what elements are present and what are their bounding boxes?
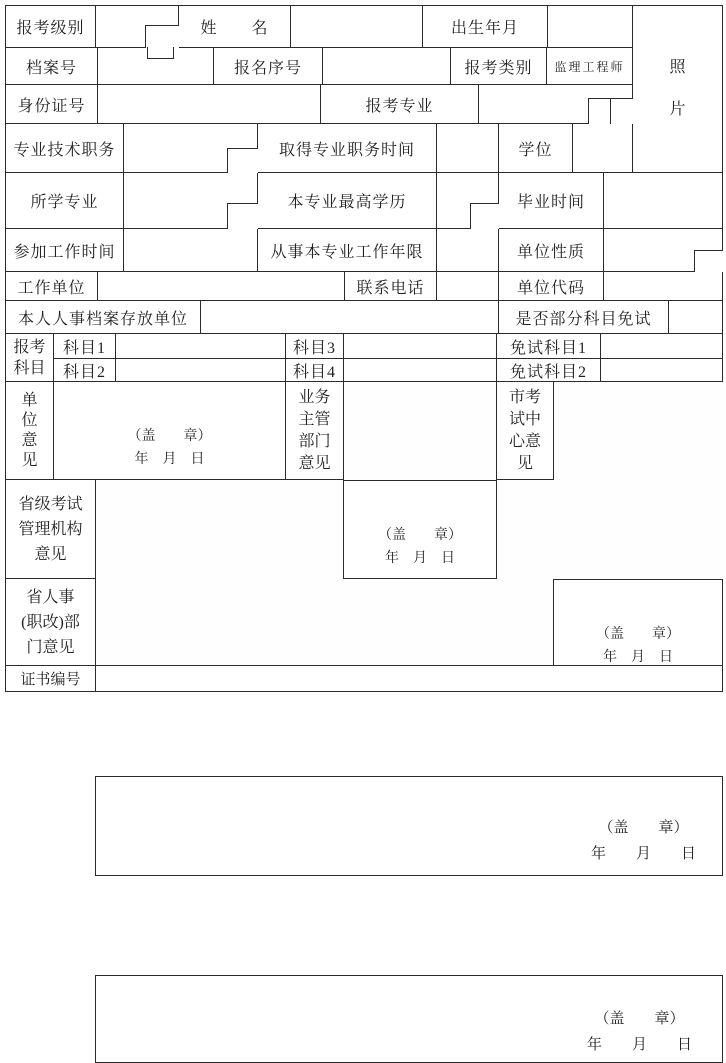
exempt-subject2-label: 免试科目2 xyxy=(496,358,601,382)
subject3-field[interactable] xyxy=(343,333,497,359)
corner-box xyxy=(227,203,258,229)
exam-category-field[interactable]: 监理工程师 xyxy=(546,47,633,85)
provincial-personnel-dept-label xyxy=(5,578,96,666)
exempt-subject1-label: 免试科目1 xyxy=(496,333,601,359)
dept-opinion-line2: 主管 xyxy=(298,410,331,428)
title-obtain-time-label: 取得专业职务时间 xyxy=(257,123,437,173)
unit-opinion-label xyxy=(5,381,54,480)
dept-date-placeholder: 年 月 日 xyxy=(385,551,455,566)
graduation-time-field[interactable] xyxy=(603,172,723,229)
work-years-field[interactable] xyxy=(436,228,499,272)
employer-label: 工作单位 xyxy=(5,271,98,301)
dept-opinion-label xyxy=(285,381,344,480)
birth-date-label: 出生年月 xyxy=(422,5,548,48)
city-opinion-line1: 市考 xyxy=(508,388,541,406)
title-obtain-time-field[interactable] xyxy=(436,123,499,173)
city-stamp-placeholder: （盖 章） xyxy=(596,627,680,642)
city-opinion-line4: 见 xyxy=(516,454,533,472)
photo-cell xyxy=(632,5,723,173)
unit-opinion-line4: 见 xyxy=(21,451,38,469)
exam-subjects-group-line1: 报考 xyxy=(13,338,46,356)
prov-exam-line2: 管理机构 xyxy=(18,520,83,538)
personnel-archive-field[interactable] xyxy=(200,300,499,334)
subject4-field[interactable] xyxy=(343,358,497,382)
corner-box xyxy=(588,98,611,124)
provincial-personnel-dept-field[interactable] xyxy=(95,975,723,1063)
work-start-time-label: 参加工作时间 xyxy=(5,228,124,272)
dept-stamp-placeholder: （盖 章） xyxy=(378,528,462,543)
phone-label: 联系电话 xyxy=(344,271,437,301)
certificate-number-label: 证书编号 xyxy=(5,665,96,692)
city-date-placeholder: 年 月 日 xyxy=(603,650,673,665)
subject-exemption-field[interactable] xyxy=(668,300,723,334)
prov-exam-date-placeholder: 年 月 日 xyxy=(590,846,696,862)
registration-serial-field[interactable] xyxy=(322,47,451,85)
degree-label: 学位 xyxy=(498,123,573,173)
highest-education-label: 本专业最高学历 xyxy=(257,172,437,229)
subject1-field[interactable] xyxy=(115,333,286,359)
corner-box xyxy=(147,47,174,59)
exempt-subject2-field[interactable] xyxy=(600,358,723,382)
exempt-subject1-field[interactable] xyxy=(600,333,723,359)
id-number-label: 身份证号 xyxy=(5,84,98,124)
exam-level-label: 报考级别 xyxy=(5,5,96,48)
provincial-exam-authority-field[interactable] xyxy=(95,776,723,876)
prov-personnel-line1: 省人事 xyxy=(26,588,75,606)
provincial-exam-authority-label xyxy=(5,479,96,579)
graduation-time-label: 毕业时间 xyxy=(498,172,604,229)
subject3-label: 科目3 xyxy=(285,333,344,359)
prov-personnel-line3: 门意见 xyxy=(26,638,75,656)
prov-exam-stamp-placeholder: （盖 章） xyxy=(598,820,689,836)
prov-personnel-stamp-placeholder: （盖 章） xyxy=(594,1011,685,1027)
unit-code-label: 单位代码 xyxy=(498,271,604,301)
dept-opinion-line4: 意见 xyxy=(298,454,331,472)
exam-major-label: 报考专业 xyxy=(320,84,479,124)
work-years-label: 从事本专业工作年限 xyxy=(257,228,437,272)
dept-opinion-line3: 部门 xyxy=(298,432,331,450)
subject1-label: 科目1 xyxy=(53,333,116,359)
dept-opinion-line1: 业务 xyxy=(298,388,331,406)
unit-stamp-placeholder: （盖 章） xyxy=(127,429,212,444)
corner-box xyxy=(145,25,179,48)
personnel-archive-label: 本人人事档案存放单位 xyxy=(5,300,201,334)
city-opinion-line2: 试中 xyxy=(508,410,541,428)
exam-category-label: 报考类别 xyxy=(450,47,547,85)
certificate-number-field[interactable] xyxy=(95,665,723,692)
employer-field[interactable] xyxy=(97,271,345,301)
unit-opinion-line2: 位 xyxy=(21,411,38,429)
exam-subjects-group-label xyxy=(5,333,54,382)
unit-type-label: 单位性质 xyxy=(498,228,604,272)
city-exam-center-opinion-field[interactable] xyxy=(553,579,723,678)
city-exam-center-opinion-label xyxy=(496,381,554,480)
unit-date-placeholder: 年 月 日 xyxy=(134,452,205,467)
birth-date-field[interactable] xyxy=(547,5,633,48)
work-start-time-field[interactable] xyxy=(123,228,258,272)
id-number-field[interactable] xyxy=(97,84,321,124)
corner-box xyxy=(470,203,499,229)
exam-subjects-group-line2: 科目 xyxy=(13,359,46,377)
prov-exam-line1: 省级考试 xyxy=(18,495,83,513)
prov-personnel-line2: (职改)部 xyxy=(21,613,80,631)
city-opinion-line3: 心意 xyxy=(508,432,541,450)
subject2-label: 科目2 xyxy=(53,358,116,382)
phone-field[interactable] xyxy=(436,271,499,301)
prov-personnel-date-placeholder: 年 月 日 xyxy=(586,1037,692,1053)
dept-opinion-field[interactable] xyxy=(343,480,497,579)
subject4-label: 科目4 xyxy=(285,358,344,382)
file-number-label: 档案号 xyxy=(5,47,98,85)
corner-box xyxy=(694,250,723,272)
photo-label-line1: 照 xyxy=(669,59,686,76)
prov-exam-line3: 意见 xyxy=(34,545,67,563)
unit-opinion-field[interactable] xyxy=(53,381,286,480)
name-field[interactable] xyxy=(290,5,423,48)
name-label: 姓 名 xyxy=(178,5,291,48)
corner-box xyxy=(610,98,633,124)
registration-serial-label: 报名序号 xyxy=(213,47,323,85)
subject-exemption-label: 是否部分科目免试 xyxy=(498,300,669,334)
photo-label-line2: 片 xyxy=(669,101,686,118)
degree-field[interactable] xyxy=(572,123,633,173)
studied-major-label: 所学专业 xyxy=(5,172,124,229)
tech-title-label: 专业技术职务 xyxy=(5,123,124,173)
corner-box xyxy=(227,148,258,173)
subject2-field[interactable] xyxy=(115,358,286,382)
unit-opinion-line1: 单 xyxy=(21,391,38,409)
unit-code-field[interactable] xyxy=(603,271,723,301)
unit-opinion-line3: 意 xyxy=(21,431,38,449)
